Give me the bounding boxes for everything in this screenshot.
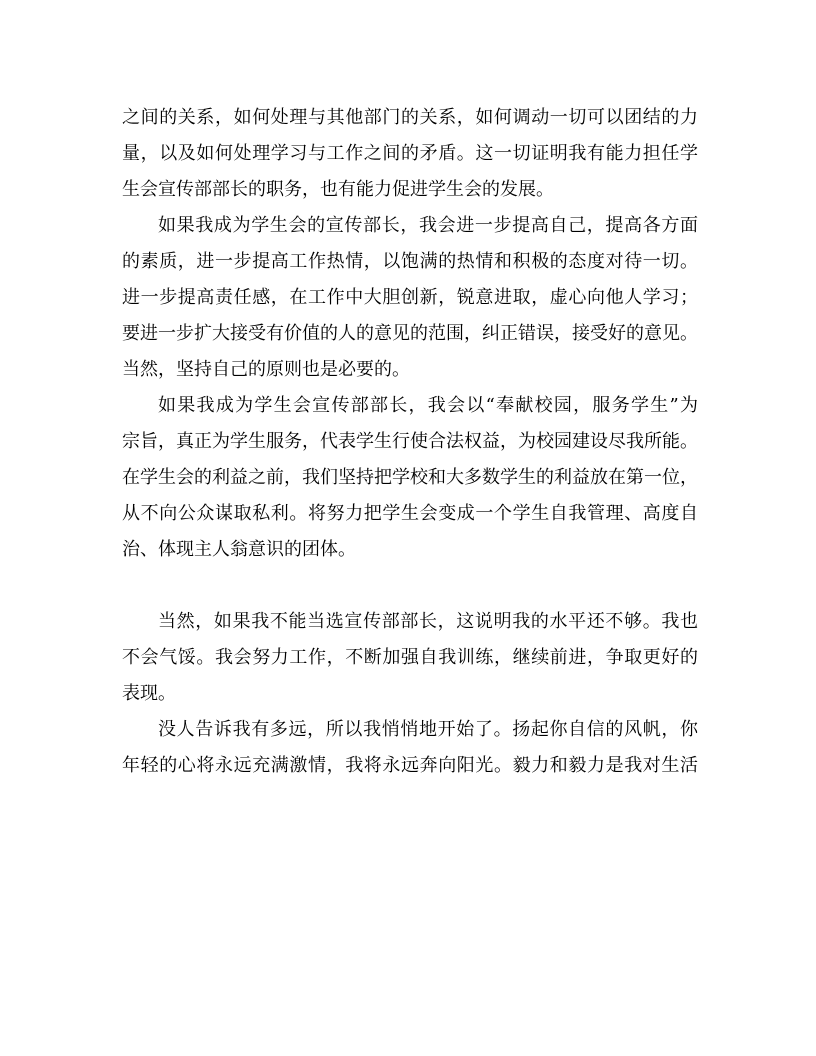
- paragraph-line: 在学生会的利益之前，我们坚持把学校和大多数学生的利益放在第一位，: [122, 467, 698, 488]
- paragraph-line: 没人告诉我有多远，所以我悄悄地开始了。扬起你自信的风帆，你: [158, 719, 698, 740]
- paragraph-line: 进一步提高责任感，在工作中大胆创新，锐意进取，虚心向他人学习；: [122, 287, 698, 308]
- document-body: [122, 100, 698, 784]
- paragraph-5: [122, 712, 698, 784]
- paragraph-line: 不会气馁。我会努力工作，不断加强自我训练，继续前进，争取更好的: [122, 647, 698, 668]
- paragraph-line: 从不向公众谋取私利。将努力把学生会变成一个学生自我管理、高度自: [122, 503, 698, 524]
- paragraph-line: 生会宣传部部长的职务，也有能力促进学生会的发展。: [122, 179, 554, 200]
- paragraph-line: 要进一步扩大接受有价值的人的意见的范围，纠正错误，接受好的意见。: [122, 323, 698, 344]
- paragraph-1: [122, 100, 698, 208]
- paragraph-line: 当然，如果我不能当选宣传部部长，这说明我的水平还不够。我也: [158, 611, 698, 632]
- paragraph-line: 量，以及如何处理学习与工作之间的矛盾。这一切证明我有能力担任学: [122, 143, 698, 164]
- paragraph-line: 如果我成为学生会的宣传部长，我会进一步提高自己，提高各方面: [158, 215, 698, 236]
- paragraph-spacer: [122, 568, 698, 604]
- paragraph-line: 的素质，进一步提高工作热情，以饱满的热情和积极的态度对待一切。: [122, 251, 698, 272]
- paragraph-line: 当然，坚持自己的原则也是必要的。: [122, 359, 410, 380]
- paragraph-line: 宗旨，真正为学生服务，代表学生行使合法权益，为校园建设尽我所能。: [122, 431, 698, 452]
- paragraph-line: 治、体现主人翁意识的团体。: [122, 539, 356, 560]
- paragraph-4: [122, 604, 698, 712]
- paragraph-2: [122, 208, 698, 388]
- paragraph-line: 年轻的心将永远充满激情，我将永远奔向阳光。毅力和毅力是我对生活: [122, 755, 698, 776]
- paragraph-line: 如果我成为学生会宣传部部长，我会以“奉献校园，服务学生”为: [158, 395, 698, 416]
- paragraph-3: [122, 388, 698, 568]
- paragraph-line: 之间的关系，如何处理与其他部门的关系，如何调动一切可以团结的力: [122, 107, 698, 128]
- paragraph-line: 表现。: [122, 683, 176, 704]
